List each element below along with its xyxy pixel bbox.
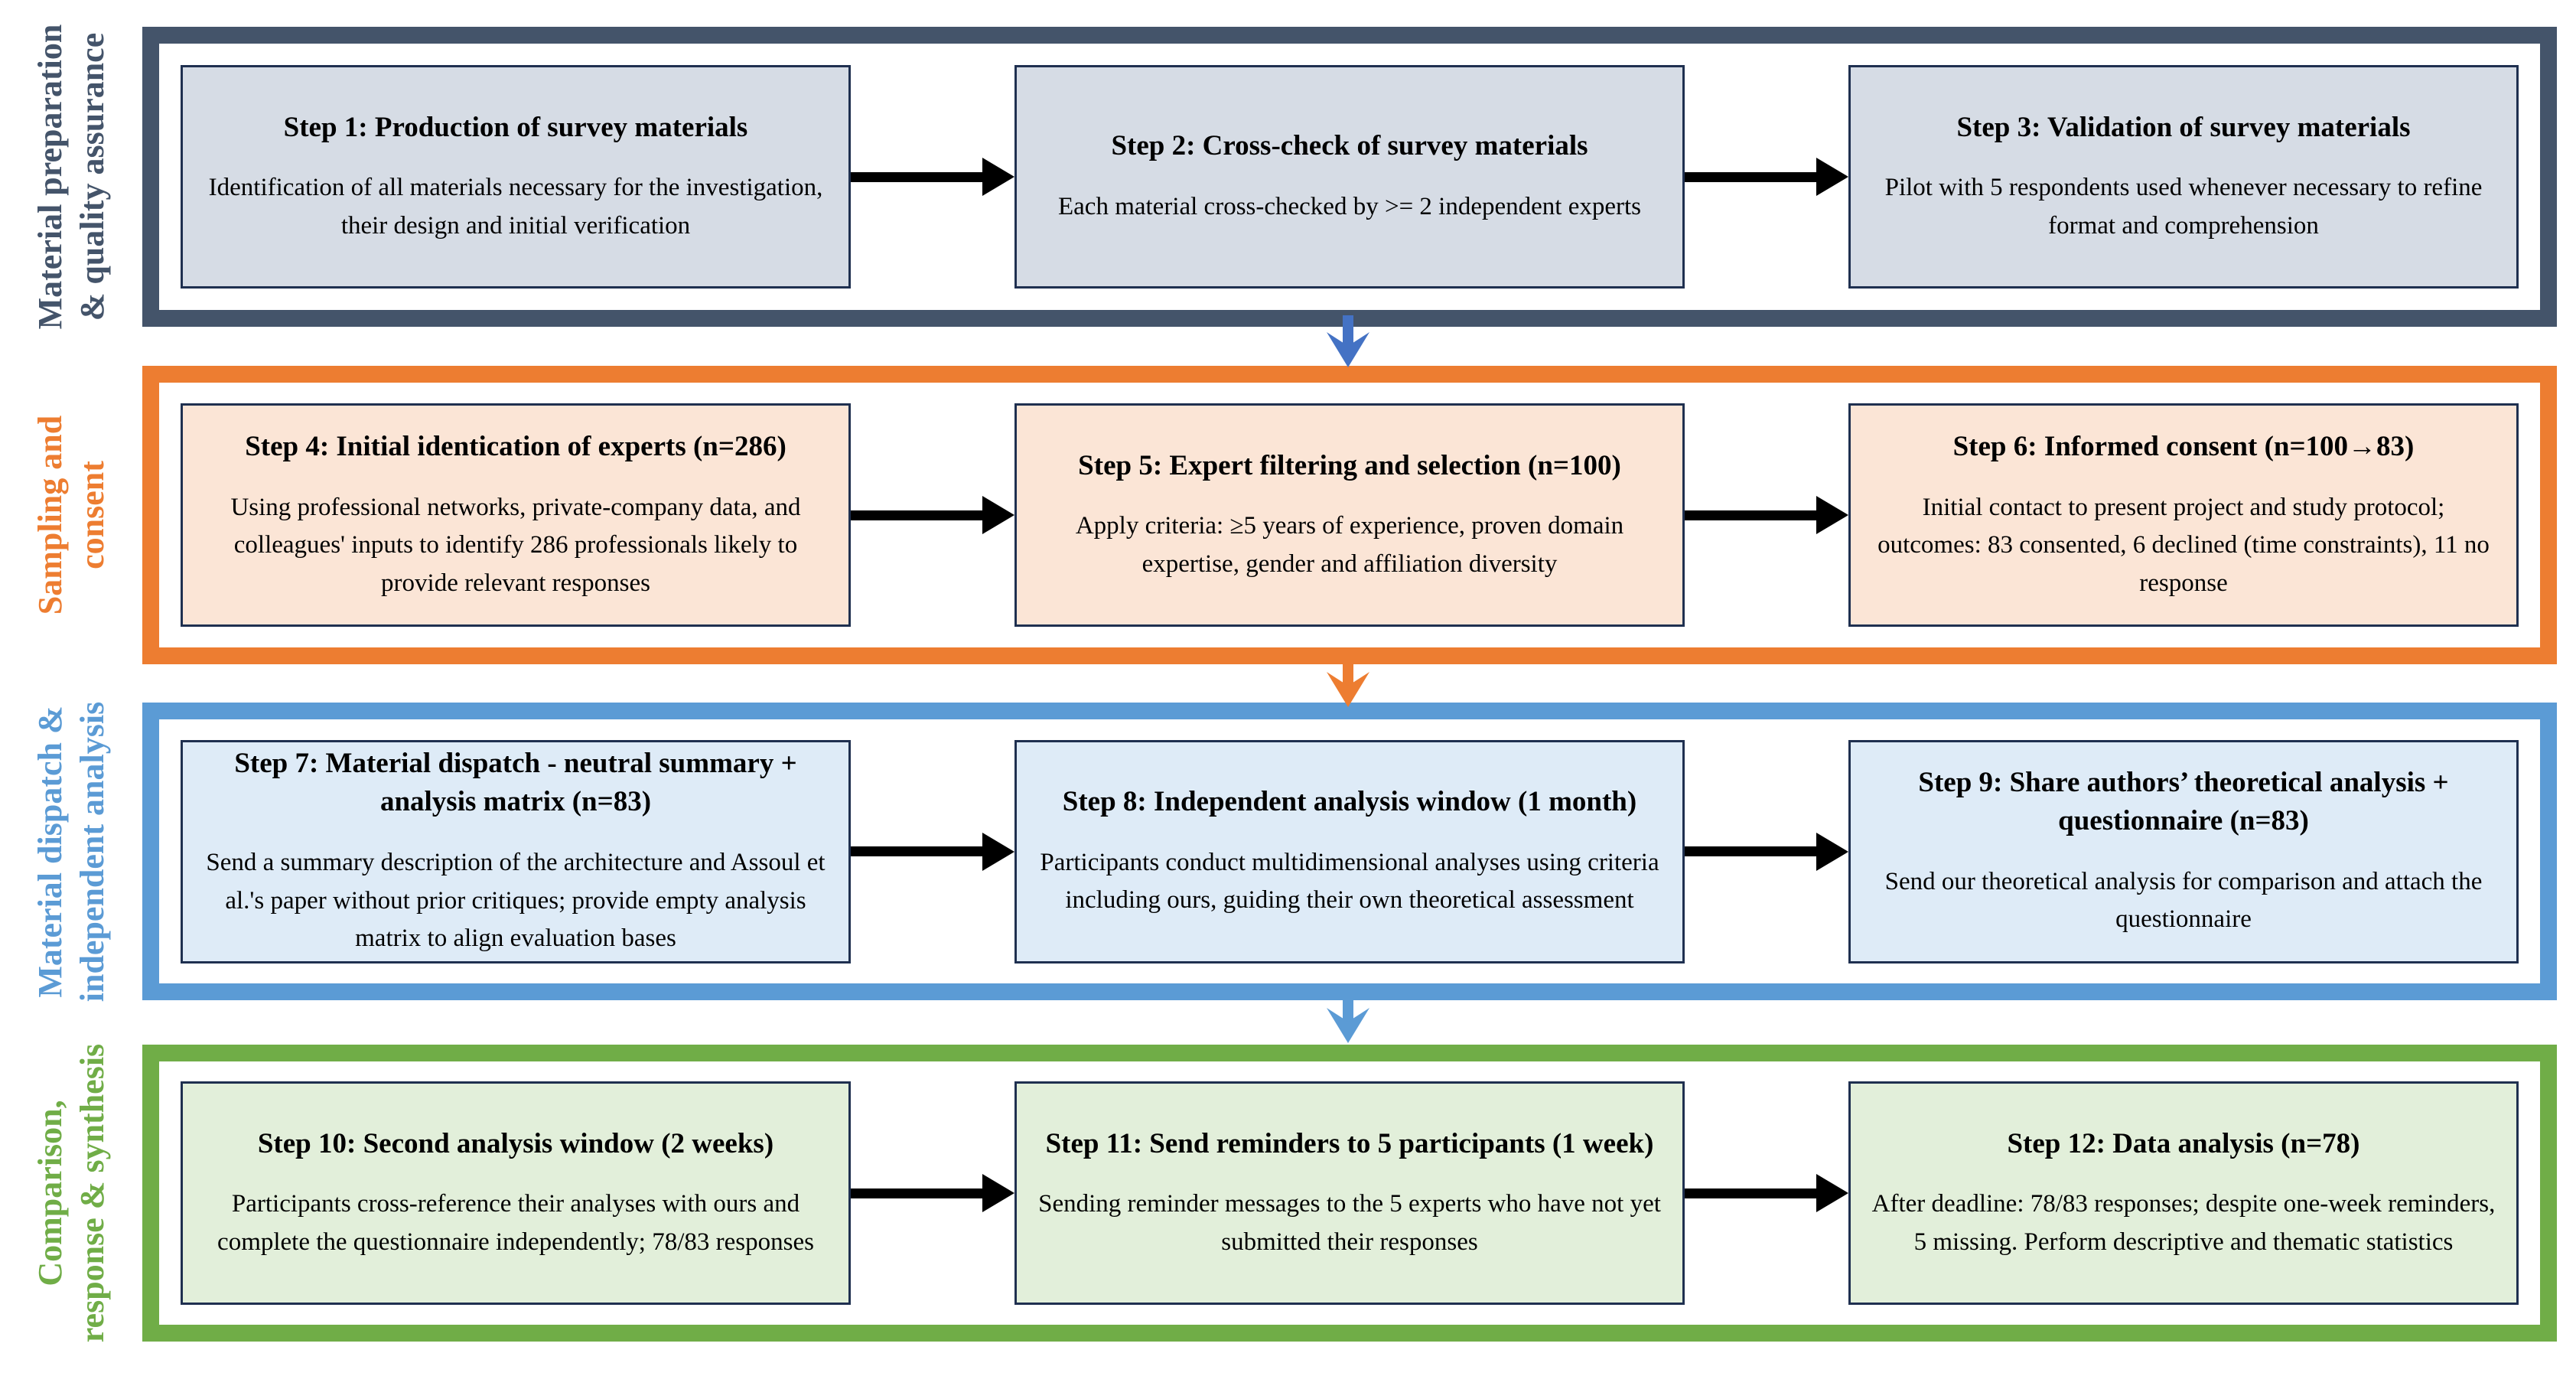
step-1-box: [181, 65, 851, 289]
arrow-shaft: [1685, 172, 1816, 182]
step-11-description: Sending reminder messages to the 5 experts who have not yet submitted their responses: [1038, 1190, 1661, 1256]
step-8-box: [1014, 740, 1685, 963]
phase-4-row: [159, 1061, 2540, 1325]
step-6-title: Step 6: Informed consent (n=100→83): [1952, 430, 2415, 462]
phase-3-side-label-text: [29, 683, 113, 1020]
phase-2-side-label-text: [29, 347, 113, 683]
phase-3-label-line-2: independent analysis: [73, 701, 111, 1002]
phase-1-side-label-text: [29, 8, 113, 345]
phase-4-container: [142, 1045, 2557, 1342]
step-5-description: Apply criteria: ≥5 years of experience, proven domain expertise, gender and affiliation diversity: [1075, 512, 1624, 578]
arrow-head: [982, 496, 1014, 534]
arrow-head: [1816, 1174, 1848, 1212]
arrow-head: [982, 158, 1014, 196]
phase-4-label-line-2: response & synthesis: [73, 1043, 111, 1343]
phase-3-container: [142, 703, 2557, 1000]
phase-2-label-line-2: consent: [73, 461, 111, 569]
phase-4-side-label: [0, 1045, 142, 1342]
phase-3-label-line-1: Material dispatch &: [31, 705, 69, 998]
step-2-description: Each material cross-checked by >= 2 independent experts: [1058, 193, 1641, 221]
arrow-head: [982, 833, 1014, 871]
phase-1-label-line-1: Material preparation: [31, 24, 69, 330]
arrow-right-icon: [1685, 496, 1848, 534]
step-6-box: [1848, 403, 2519, 627]
arrow-shaft: [851, 846, 982, 856]
phase-4-label-line-1: Comparison,: [31, 1100, 69, 1286]
step-5-box: [1014, 403, 1685, 627]
step-3-description: Pilot with 5 respondents used whenever necessary to refine format and comprehension: [1884, 174, 2483, 240]
phase-2-row: [159, 383, 2540, 647]
arrow-down-icon: [1325, 315, 1371, 369]
phase-4-side-label-text: [29, 1025, 113, 1361]
arrow-down-icon: [1325, 655, 1371, 709]
arrow-right-icon: [1685, 833, 1848, 871]
step-1-title: Step 1: Production of survey materials: [283, 111, 748, 143]
step-2-box: [1014, 65, 1685, 289]
step-2-title: Step 2: Cross-check of survey materials: [1111, 130, 1588, 162]
step-10-box: [181, 1081, 851, 1305]
step-7-box: [181, 740, 851, 963]
step-10-title: Step 10: Second analysis window (2 weeks): [257, 1127, 774, 1159]
step-9-title: Step 9: Share authors’ theoretical analysis + questionnaire (n=83): [1918, 767, 2449, 836]
arrow-right-icon: [851, 158, 1014, 196]
phase-1-label-line-2: & quality assurance: [73, 32, 111, 321]
arrow-shaft: [851, 1188, 982, 1198]
phase-3-side-label: [0, 703, 142, 1000]
phase-1-container: [142, 27, 2557, 327]
phase-2-side-label: [0, 366, 142, 664]
step-7-title: Step 7: Material dispatch - neutral summary + analysis matrix (n=83): [234, 748, 797, 818]
step-4-description: Using professional networks, private-company data, and colleagues' inputs to identify 286 professionals likely to provide relevant responses: [230, 493, 801, 597]
phase-2-container: [142, 366, 2557, 664]
phase-1-side-label: [0, 24, 142, 330]
arrow-head: [1816, 158, 1848, 196]
arrow-shaft: [1685, 846, 1816, 856]
arrow-down-icon: [1325, 991, 1371, 1045]
arrow-shaft: [851, 172, 982, 182]
arrow-right-icon: [851, 1174, 1014, 1212]
arrow-head: [982, 1174, 1014, 1212]
phase-2-label-line-1: Sampling and: [31, 415, 69, 615]
arrow-shaft: [851, 510, 982, 520]
arrow-shaft: [1685, 510, 1816, 520]
step-3-title: Step 3: Validation of survey materials: [1956, 111, 2411, 143]
step-4-box: [181, 403, 851, 627]
arrow-right-icon: [1685, 1174, 1848, 1212]
step-11-box: [1014, 1081, 1685, 1305]
step-6-description: Initial contact to present project and study protocol; outcomes: 83 consented, 6 declined (time constraints), 11 no response: [1877, 493, 2490, 597]
step-8-title: Step 8: Independent analysis window (1 month): [1062, 786, 1637, 818]
step-12-description: After deadline: 78/83 responses; despite one-week reminders, 5 missing. Perform descriptive and thematic statistics: [1871, 1190, 2496, 1256]
arrow-head: [1816, 833, 1848, 871]
step-4-title: Step 4: Initial identication of experts (n=286): [245, 430, 786, 462]
arrow-right-icon: [851, 496, 1014, 534]
step-12-title: Step 12: Data analysis (n=78): [2007, 1127, 2360, 1159]
step-12-box: [1848, 1081, 2519, 1305]
step-7-description: Send a summary description of the architecture and Assoul et al.'s paper without prior critiques; provide empty analysis matrix to align evaluation bases: [206, 849, 826, 953]
step-3-box: [1848, 65, 2519, 289]
phase-1-row: [159, 44, 2540, 310]
step-1-description: Identification of all materials necessary for the investigation, their design and initial verification: [208, 174, 823, 240]
arrow-head: [1816, 496, 1848, 534]
arrow-shaft: [1685, 1188, 1816, 1198]
step-9-box: [1848, 740, 2519, 963]
arrow-right-icon: [851, 833, 1014, 871]
phase-3-row: [159, 719, 2540, 983]
step-10-description: Participants cross-reference their analyses with ours and complete the questionnaire independently; 78/83 responses: [217, 1190, 814, 1256]
arrow-right-icon: [1685, 158, 1848, 196]
step-11-title: Step 11: Send reminders to 5 participants (1 week): [1045, 1127, 1654, 1159]
step-5-title: Step 5: Expert filtering and selection (n=100): [1078, 449, 1621, 481]
step-8-description: Participants conduct multidimensional analyses using criteria including ours, guiding their own theoretical assessment: [1040, 848, 1659, 915]
step-9-description: Send our theoretical analysis for comparison and attach the questionnaire: [1884, 867, 2483, 934]
